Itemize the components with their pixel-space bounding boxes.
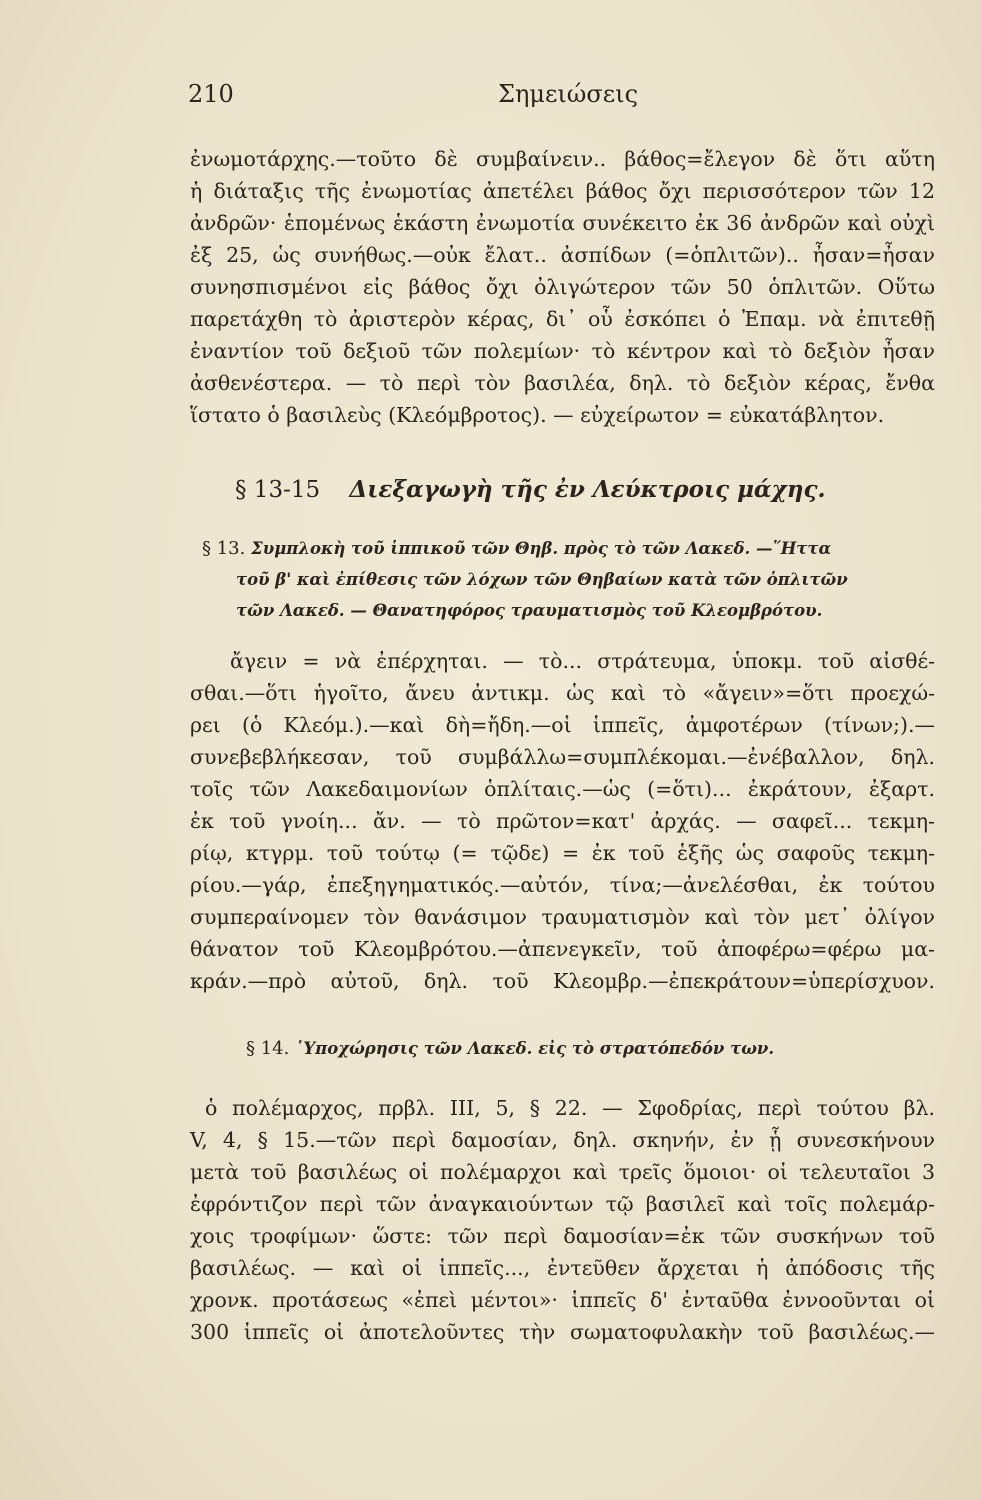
notes-paragraph-3 <box>190 1092 935 1348</box>
text-line: θάνατον τοῦ Κλεομβρότου.—ἀπενεγκεῖν, τοῦ ἀποφέρω=φέρω μα- <box>190 937 935 961</box>
text-line: συνεβεβλήκεσαν, τοῦ συμβάλλω=συμπλέκομαι.—ἐνέβαλλον, δηλ. <box>190 745 935 769</box>
text-line: ρει (ὁ Κλεόμ.).—καὶ δὴ=ἤδη.—οἱ ἱππεῖς, ἀμφοτέρων (τίνων;).— <box>190 713 935 737</box>
text-line: ἀσθενέστερα. — τὸ περὶ τὸν βασιλέα, δηλ. τὸ δεξιὸν κέρας, ἔνθα <box>190 371 935 395</box>
subsection-heading-line <box>190 533 935 564</box>
page-header <box>188 80 933 120</box>
subsection-number: § 14. <box>246 1038 290 1059</box>
subsection-number: § 13. <box>202 538 246 559</box>
text-line: παρετάχθη τὸ ἀριστερὸν κέρας, δι᾿ οὗ ἐσκόπει ὁ Ἐπαμ. νὰ ἐπιτεθῇ <box>190 307 935 331</box>
section-mark: § 13-15 <box>235 477 321 503</box>
text-line: ἐξ 25, ὡς συνήθως.—οὐκ ἔλατ.. ἀσπίδων (=ὁπλιτῶν).. ἦσαν=ἦσαν <box>190 243 935 267</box>
section-heading <box>235 476 825 503</box>
text-line: χοις τροφίμων· ὥστε: τῶν περὶ δαμοσίαν=ἐκ τῶν συσκήνων τοῦ <box>190 1224 935 1248</box>
section-title: Διεξαγωγὴ τῆς ἐν Λεύκτροις μάχης. <box>349 476 826 503</box>
text-line: ἄγειν = νὰ ἐπέρχηται. — τὸ... στράτευμα, ὑποκμ. τοῦ αἰσθέ- <box>230 649 935 673</box>
subsection-heading-line: τοῦ β' καὶ ἐπίθεσις τῶν λόχων τῶν Θηβαίων κατὰ τῶν ὁπλιτῶν <box>236 570 848 589</box>
text-line: 300 ἱππεῖς οἱ ἀποτελοῦντες τὴν σωματοφυλακὴν τοῦ βασιλέως.— <box>190 1320 935 1344</box>
text-line: τοῖς τῶν Λακεδαιμονίων ὁπλίταις.—ὡς (=ὅτι)... ἐκράτουν, ἐξαρτ. <box>190 777 935 801</box>
text-line: ἐνωμοτάρχης.—τοῦτο δὲ συμβαίνειν.. βάθος=ἔλεγον δὲ ὅτι αὕτη <box>190 147 935 171</box>
text-line: ρίου.—γάρ, ἐπεξηγηματικός.—αὐτόν, τίνα;—ἀνελέσθαι, ἐκ τούτου <box>190 873 935 897</box>
text-line: ἐφρόντιζον περὶ τῶν ἀναγκαιούντων τῷ βασιλεῖ καὶ τοῖς πολεμάρ- <box>190 1192 935 1216</box>
running-title: Σημειώσεις <box>498 80 639 108</box>
text-line: κράν.—πρὸ αὐτοῦ, δηλ. τοῦ Κλεομβρ.—ἐπεκράτουν=ὑπερίσχυον. <box>190 969 935 993</box>
text-line: συνησπισμένοι εἰς βάθος ὄχι ὀλιγώτερον τῶν 50 ὁπλιτῶν. Οὕτω <box>190 275 935 299</box>
text-line: ἡ διάταξις τῆς ἐνωμοτίας ἀπετέλει βάθος ὄχι περισσότερον τῶν 12 <box>190 179 935 203</box>
subsection-14-heading <box>246 1038 774 1059</box>
text-line: συμπεραίνομεν τὸν θανάσιμον τραυματισμὸν καὶ τὸν μετ᾿ ὀλίγον <box>190 905 935 929</box>
notes-paragraph-2 <box>190 645 935 997</box>
text-line: ἐναντίον τοῦ δεξιοῦ τῶν πολεμίων· τὸ κέντρον καὶ τὸ δεξιὸν ἦσαν <box>190 339 935 363</box>
text-line: σθαι.—ὅτι ἡγοῖτο, ἄνευ ἀντικμ. ὡς καὶ τὸ «ἄγειν»=ὅτι προεχώ- <box>190 681 935 705</box>
subsection-heading-line: τῶν Λακεδ. — Θανατηφόρος τραυματισμὸς τοῦ Κλεομβρότου. <box>236 601 823 620</box>
text-line: ἵστατο ὁ βασιλεὺς (Κλεόμβροτος). — εὐχείρωτον = εὐκατάβλητον. <box>190 403 885 427</box>
text-line: V, 4, § 15.—τῶν περὶ δαμοσίαν, δηλ. σκηνήν, ἐν ᾗ συνεσκήνουν <box>190 1128 935 1152</box>
subsection-13-heading <box>190 533 935 626</box>
text-line: βασιλέως. — καὶ οἱ ἱππεῖς..., ἐντεῦθεν ἄρχεται ἡ ἀπόδοσις τῆς <box>190 1256 935 1280</box>
text-line: ρίῳ, κτγρμ. τοῦ τούτῳ (= τῷδε) = ἐκ τοῦ ἑξῆς ὡς σαφοῦς τεκμη- <box>190 841 935 865</box>
text-line: ἐκ τοῦ γνοίη... ἄν. — τὸ πρῶτον=κατ' ἀρχάς. — σαφεῖ... τεκμη- <box>190 809 935 833</box>
subsection-title-part: Συμπλοκὴ τοῦ ἱππικοῦ τῶν Θηβ. πρὸς τὸ τῶν Λακεδ. —῞Ηττα <box>251 539 832 558</box>
notes-paragraph-1 <box>190 143 935 431</box>
text-line: ἀνδρῶν· ἑπομένως ἑκάστη ἐνωμοτία συνέκειτο ἐκ 36 ἀνδρῶν καὶ οὐχὶ <box>190 211 935 235</box>
subsection-title: ῾Υποχώρησις τῶν Λακεδ. εἰς τὸ στρατόπεδόν των. <box>295 1039 775 1058</box>
page-number: 210 <box>188 80 234 108</box>
text-line: ὁ πολέμαρχος, πρβλ. III, 5, § 22. — Σφοδρίας, περὶ τούτου βλ. <box>205 1096 935 1120</box>
text-line: χρονκ. προτάσεως «ἐπεὶ μέντοι»· ἱππεῖς δ' ἐνταῦθα ἐννοοῦνται οἱ <box>190 1288 935 1312</box>
text-line: μετὰ τοῦ βασιλέως οἱ πολέμαρχοι καὶ τρεῖς ὅμοιοι· οἱ τελευταῖοι 3 <box>190 1160 935 1184</box>
